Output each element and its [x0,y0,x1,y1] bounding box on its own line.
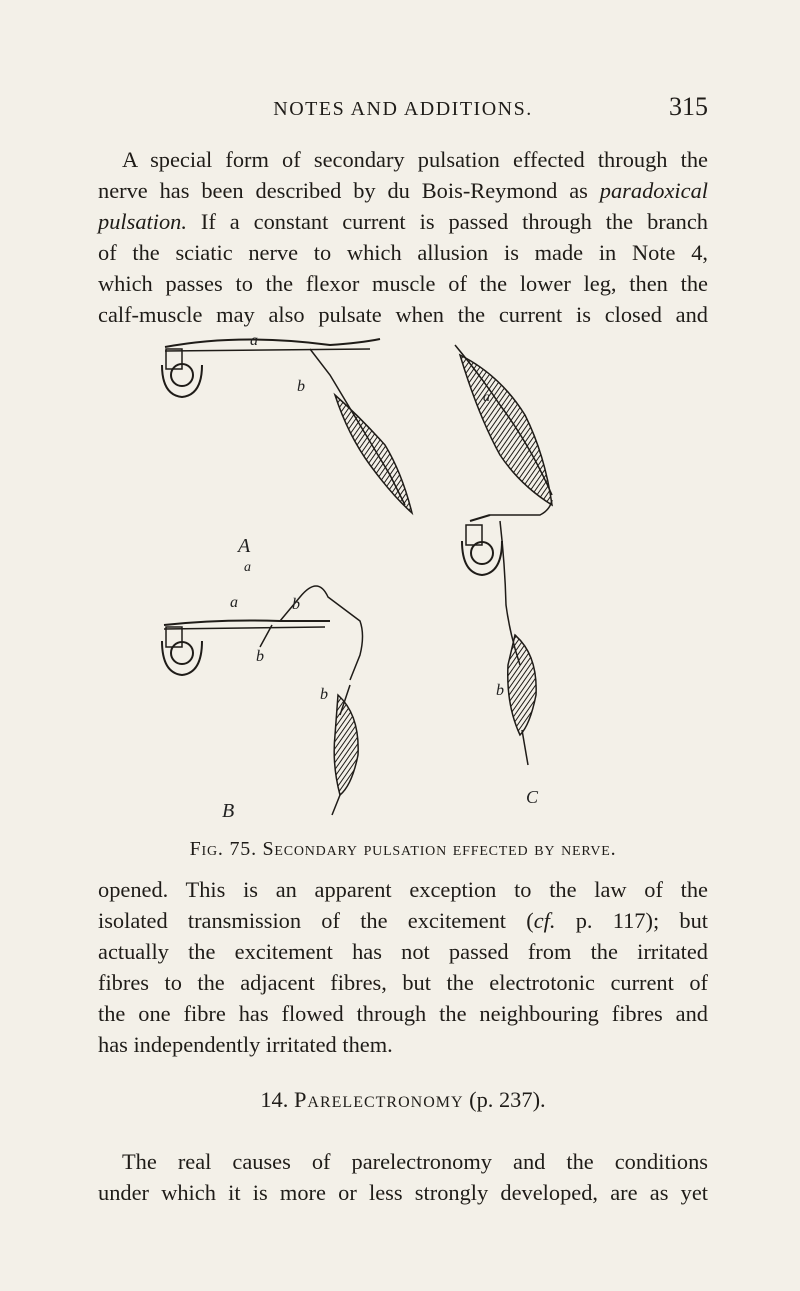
caption-text: Secondary pulsation effected by nerve. [262,838,617,860]
paragraph-1 [98,144,708,330]
preparation-b [162,560,363,815]
text-line: isolated transmission of the excitement (cf. p. 117); but [98,908,709,933]
text-line: fibres to the adjacent fibres, but the electrotonic current of [98,970,708,995]
text-line: The real causes of parelectronomy and the conditions [122,1149,708,1174]
electrode [166,349,182,369]
figure-75-illustration [160,335,720,820]
emphasis: cf. [533,908,556,933]
text-line: of the sciatic nerve to which allusion is made in Note 4, [98,240,708,265]
muscle-a [335,395,412,513]
running-head [98,92,708,126]
label-fig-A: A [238,535,251,557]
section-number: 14. [260,1087,289,1112]
text-line: pulsation. If a constant current is passed through the branch [98,209,708,234]
paragraph-3 [98,1146,708,1208]
label-a-top: a [250,335,258,349]
emphasis: paradoxical [599,178,708,203]
section-ref: (p. 237). [469,1087,546,1112]
text-line: actually the excitement has not passed from the irritated [98,939,708,964]
label-a-mid: a [244,560,251,575]
section-title: Parelectronomy [293,1087,464,1112]
label-a-left: a [230,594,238,611]
label-a-right: a [483,390,490,405]
muscle-c [508,635,536,735]
text-line: has independently irritated them. [98,1032,393,1057]
text-line: opened. This is an apparent exception to the law of the [98,877,708,902]
label-b-top: b [297,378,305,395]
text-line: the one fibre has flowed through the neighbouring fibres and [98,1001,708,1026]
page-number: 315 [669,92,708,121]
section-heading [98,1087,708,1113]
label-fig-B: B [222,800,235,820]
label-b-mid: b [292,596,300,613]
label-b-right: b [496,682,504,699]
text-line: under which it is more or less strongly developed, are as yet [98,1180,708,1205]
nerve-b [164,621,330,626]
electrode-clamp [162,365,202,397]
text-line: which passes to the flexor muscle of the lower leg, then the [98,271,708,296]
paragraph-2 [98,874,708,1060]
preparation-a [162,335,412,557]
label-b-low: b [320,686,328,703]
figure-caption [98,838,708,861]
muscle-b [334,695,358,795]
emphasis: pulsation. [98,209,187,234]
nerve-a [165,339,380,347]
label-b-left: b [256,648,264,665]
caption-prefix: Fig. 75. [189,838,257,860]
text-line: nerve has been described by du Bois-Reymond as paradoxical [98,178,708,203]
text-line: calf-muscle may also pulsate when the current is closed and [98,302,708,327]
electrode-clamp [462,541,502,575]
running-title: NOTES AND ADDITIONS. [273,98,533,120]
text-line: A special form of secondary pulsation effected through the [122,147,708,172]
electrode [166,627,182,647]
preparation-c [455,345,552,807]
label-fig-C: C [526,787,539,807]
muscle-c-top [460,355,552,505]
